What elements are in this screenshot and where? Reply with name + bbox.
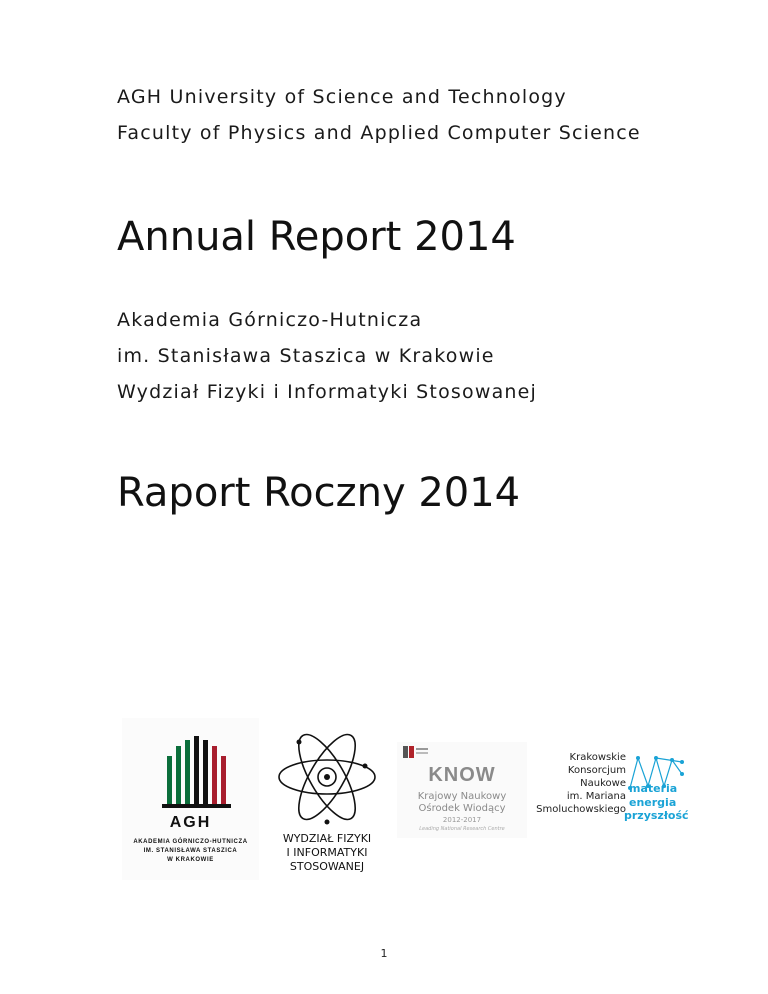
kno-line2: Ośrodek Wiodący (418, 803, 506, 814)
kno-years: 2012-2017 (442, 816, 482, 824)
kkn-line5: Smoluchowskiego (536, 804, 626, 815)
agh-mark: AGH (169, 814, 212, 831)
report-title-en: Annual Report 2014 (117, 214, 516, 260)
kno-mark: KNOW (428, 764, 496, 786)
agh-logo (122, 718, 259, 880)
agh-caption-1: AKADEMIA GÓRNICZO-HUTNICZA (133, 839, 248, 845)
kkn-line2: Konsorcjum (567, 765, 626, 776)
faculty-name-pl: Wydział Fizyki i Informatyki Stosowanej (117, 381, 538, 403)
kno-line1: Krajowy Naukowy (417, 791, 507, 802)
faculty-logo-line2: I INFORMATYKI (286, 846, 368, 859)
atom-icon (265, 722, 389, 830)
ministry-emblem-icon (403, 746, 429, 760)
kkn-logo (506, 752, 688, 824)
report-title-pl: Raport Roczny 2014 (117, 470, 521, 516)
kkn-tag-energia: energia (629, 796, 677, 809)
kkn-line3: Naukowe (580, 778, 626, 789)
faculty-logo (265, 722, 389, 880)
kkn-line1: Krakowskie (569, 752, 626, 763)
faculty-logo-line1: WYDZIAŁ FIZYKI (282, 832, 372, 845)
kno-english: Leading National Research Centre (419, 826, 505, 832)
university-name-pl-line2: im. Stanisława Staszica w Krakowie (117, 345, 495, 367)
faculty-logo-line3: STOSOWANEJ (289, 860, 365, 873)
agh-emblem-icon (122, 718, 259, 880)
kkn-tag-przyszlosc: przyszłość (624, 809, 689, 822)
kkn-line4: im. Mariana (566, 791, 626, 802)
university-name-en: AGH University of Science and Technology (117, 86, 567, 108)
page-number: 1 (380, 947, 388, 960)
agh-caption-2: IM. STANISŁAWA STASZICA (143, 848, 238, 854)
agh-caption-3: W KRAKOWIE (167, 857, 214, 863)
university-name-pl-line1: Akademia Górniczo-Hutnicza (117, 309, 423, 331)
kkn-tag-materia: materia (629, 782, 678, 795)
faculty-name-en: Faculty of Physics and Applied Computer Science (117, 122, 641, 144)
